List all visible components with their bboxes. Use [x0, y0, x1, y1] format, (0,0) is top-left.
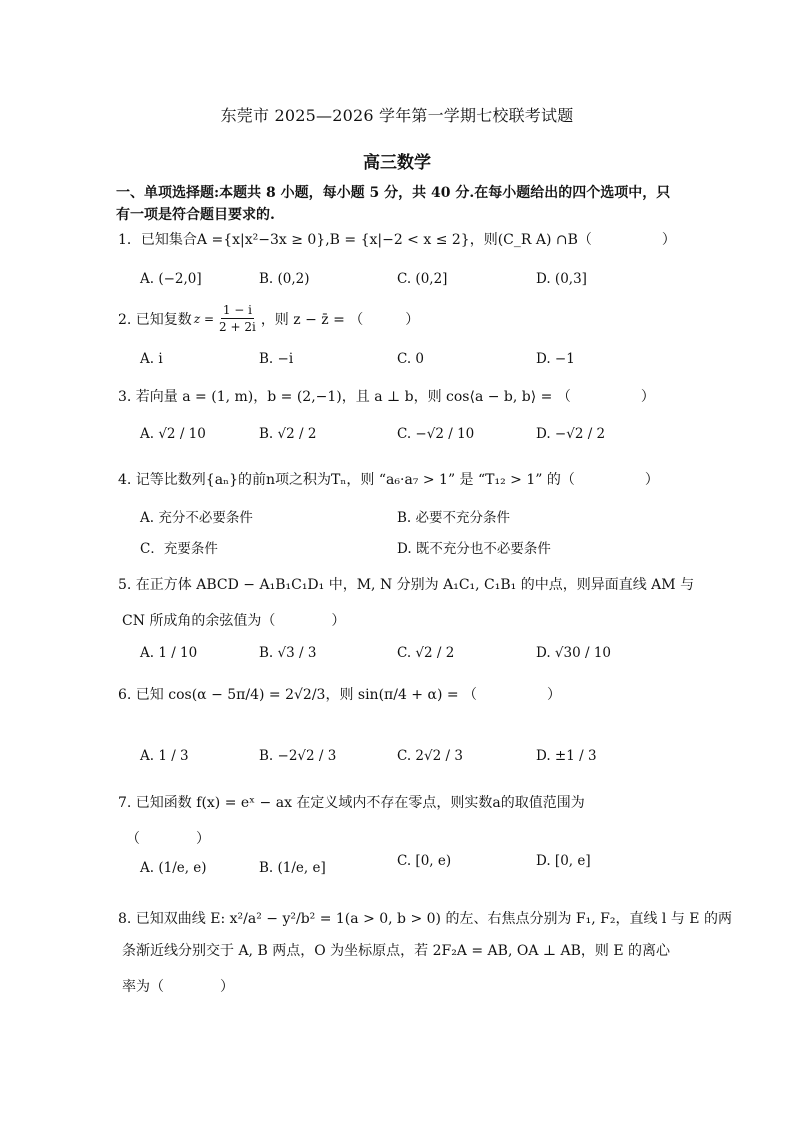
question-stem-line-1: 5. 在正方体 ABCD − A₁B₁C₁D₁ 中，M, N 分别为 A₁C₁, C₁B₁ 的中点，则异面直线 AM 与 — [118, 577, 695, 593]
question-stem: 6. 已知 cos(α − 5π/4) = 2√2/3，则 sin(π/4 + α) = （ ） — [118, 687, 562, 703]
question-stem-line-2: CN 所成角的余弦值为（ ） — [122, 613, 346, 629]
option-b: B. 必要不充分条件 — [397, 510, 511, 526]
option-d: D. −1 — [536, 351, 575, 367]
question-stem-line-1: 8. 已知双曲线 E: x²/a² − y²/b² = 1(a > 0, b > 0) 的左、右焦点分别为 F₁, F₂，直线 l 与 E 的两 — [118, 911, 732, 927]
question-stem: 1．已知集合A ={x|x²−3x ≥ 0},B = {x|−2 < x ≤ 2}，则(C_R A) ∩B（ ） — [118, 232, 676, 248]
option-c: C. 0 — [397, 351, 425, 367]
section-heading: 一、单项选择题:本题共 8 小题，每小题 5 分，共 40 分.在每小题给出的四个选项中，只有一项是符合题目要求的. — [116, 185, 671, 223]
stem-text: ，则 z − z̄ = （ ） — [260, 311, 420, 328]
option-d: D. [0, e] — [536, 853, 591, 869]
option-b: B. √2 / 2 — [259, 426, 317, 442]
option-c: C. √2 / 2 — [397, 645, 455, 661]
option-a: A. 充分不必要条件 — [140, 510, 253, 526]
subject-title: 高三数学 — [363, 153, 431, 173]
stem-text: 2. 已知复数 — [118, 311, 192, 328]
option-a: A. √2 / 10 — [140, 426, 206, 442]
option-b: B. −i — [259, 351, 294, 367]
fraction — [217, 302, 258, 335]
option-c: C．充要条件 — [140, 541, 218, 557]
exam-title: 东莞市 2025—2026 学年第一学期七校联考试题 — [220, 106, 574, 125]
option-d: D. √30 / 10 — [536, 645, 612, 661]
fraction-numerator: 1 − i — [222, 303, 252, 317]
option-c: C. 2√2 / 3 — [397, 748, 463, 764]
option-c: C. [0, e) — [397, 853, 452, 869]
question-stem-line-3: 率为（ ） — [122, 979, 234, 995]
question-stem-line-1: 7. 已知函数 f(x) = eˣ − ax 在定义域内不存在零点，则实数a的取值范围为 — [118, 795, 585, 811]
option-d: D. (0,3] — [536, 271, 587, 287]
option-d: D. −√2 / 2 — [536, 426, 606, 442]
option-b: B. −2√2 / 3 — [259, 748, 337, 764]
option-a: A. 1 / 3 — [140, 748, 189, 764]
option-d: D. ±1 / 3 — [536, 748, 597, 764]
expr-lhs: z = — [193, 311, 215, 326]
question-stem-line-2: （ ） — [126, 831, 210, 847]
option-d: D. 既不充分也不必要条件 — [397, 541, 551, 557]
option-a: A. (−2,0] — [140, 271, 202, 287]
question-stem — [118, 302, 419, 335]
option-a: A. i — [140, 351, 163, 367]
option-b: B. (1/e, e] — [259, 860, 326, 876]
question-stem: 4. 记等比数列{aₙ}的前n项之积为Tₙ，则 “a₆·a₇ > 1” 是 “T₁₂ > 1” 的（ ） — [118, 472, 659, 488]
question-stem: 3. 若向量 a = (1, m)，b = (2,−1)，且 a ⊥ b，则 cos⟨a − b, b⟩ = （ ） — [118, 389, 655, 405]
option-b: B. (0,2) — [259, 271, 310, 287]
option-a: A. 1 / 10 — [140, 645, 198, 661]
question-stem-line-2: 条渐近线分别交于 A, B 两点，O 为坐标原点，若 2F₂A = AB, OA ⊥ AB，则 E 的离心 — [122, 943, 671, 959]
fraction-denominator: 2 + 2i — [219, 320, 256, 334]
option-c: C. (0,2] — [397, 271, 448, 287]
option-b: B. √3 / 3 — [259, 645, 317, 661]
option-c: C. −√2 / 10 — [397, 426, 475, 442]
option-a: A. (1/e, e) — [140, 860, 207, 876]
